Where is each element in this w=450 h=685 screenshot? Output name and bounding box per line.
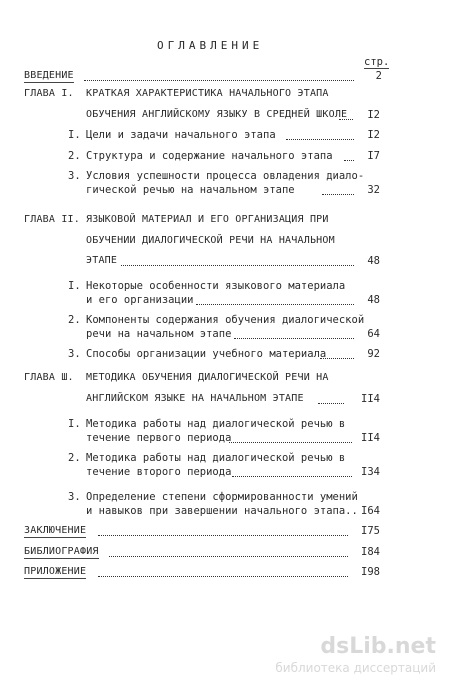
section-1-3-title-line-2: гической речью на начальном этапе bbox=[86, 184, 295, 196]
chapter-2-title-line-3: ЭТАПЕ bbox=[86, 255, 118, 266]
watermark-subtitle: библиотека диссертаций bbox=[275, 661, 436, 675]
section-3-1-title-line-1: Методика работы над диалогической речью в bbox=[86, 418, 346, 430]
section-1-2-num: 2. bbox=[68, 150, 81, 162]
section-3-1-leader bbox=[229, 442, 352, 443]
section-1-1-leader bbox=[286, 139, 354, 140]
conclusion-page: I75 bbox=[361, 525, 380, 537]
intro-page: 2 bbox=[375, 70, 382, 82]
chapter-1-title-line-1: КРАТКАЯ ХАРАКТЕРИСТИКА НАЧАЛЬНОГО ЭТАПА bbox=[86, 88, 329, 99]
section-3-3-page: I64 bbox=[361, 505, 380, 517]
section-2-2-leader bbox=[234, 338, 354, 339]
section-2-1-title-line-1: Некоторые особенности языкового материала bbox=[86, 280, 346, 292]
bibliography-label: БИБЛИОГРАФИЯ bbox=[24, 546, 99, 557]
section-2-3-page: 92 bbox=[367, 348, 380, 360]
section-2-3-leader bbox=[320, 358, 354, 359]
section-2-2-page: 64 bbox=[367, 328, 380, 340]
chapter-2-title-line-2: ОБУЧЕНИИ ДИАЛОГИЧЕСКОЙ РЕЧИ НА НАЧАЛЬНОМ bbox=[86, 235, 335, 246]
chapter-3-title-line-1: МЕТОДИКА ОБУЧЕНИЯ ДИАЛОГИЧЕСКОЙ РЕЧИ НА bbox=[86, 372, 329, 383]
page-column-header: стр. bbox=[364, 56, 390, 68]
section-2-1-title-line-2: и его организации bbox=[86, 294, 194, 306]
chapter-1-title-line-2: ОБУЧЕНИЯ АНГЛИЙСКОМУ ЯЗЫКУ В СРЕДНЕЙ ШКОЛЕ bbox=[86, 109, 348, 120]
section-1-3-page: 32 bbox=[367, 184, 380, 196]
section-3-3-title-line-2: и навыков при завершении начального этапа.. bbox=[86, 505, 358, 517]
section-3-1-page: II4 bbox=[361, 432, 380, 444]
intro-label: ВВЕДЕНИЕ bbox=[24, 70, 74, 81]
conclusion-label: ЗАКЛЮЧЕНИЕ bbox=[24, 525, 87, 536]
section-1-2-page: I7 bbox=[367, 150, 380, 162]
section-3-2-title-line-1: Методика работы над диалогической речью в bbox=[86, 452, 346, 464]
chapter-2-prefix: ГЛАВА II. bbox=[24, 214, 80, 225]
section-3-2-title-line-2: течение второго периода bbox=[86, 466, 232, 478]
appendix-leader bbox=[98, 576, 348, 577]
conclusion-leader bbox=[98, 535, 348, 536]
section-1-2-leader bbox=[344, 160, 354, 161]
chapter-2-page: 48 bbox=[367, 255, 380, 267]
section-1-1-num: I. bbox=[68, 129, 81, 141]
chapter-1-prefix: ГЛАВА I. bbox=[24, 88, 74, 99]
section-1-1-title: Цели и задачи начального этапа bbox=[86, 129, 276, 141]
chapter-2-title-line-1: ЯЗЫКОВОЙ МАТЕРИАЛ И ЕГО ОРГАНИЗАЦИЯ ПРИ bbox=[86, 214, 329, 225]
chapter-3-page: II4 bbox=[361, 393, 380, 405]
section-1-3-title-line-1: Условия успешности процесса овладения диало- bbox=[86, 170, 365, 182]
section-3-2-page: I34 bbox=[361, 466, 380, 478]
section-2-1-num: I. bbox=[68, 280, 81, 292]
toc-title: ОГЛАВЛЕНИЕ bbox=[157, 39, 264, 52]
appendix-page: I98 bbox=[361, 566, 380, 578]
chapter-1-page: I2 bbox=[367, 109, 380, 121]
section-1-3-leader bbox=[322, 194, 354, 195]
section-2-2-num: 2. bbox=[68, 314, 81, 326]
section-3-2-num: 2. bbox=[68, 452, 81, 464]
section-2-2-title-line-1: Компоненты содержания обучения диалогической bbox=[86, 314, 365, 326]
chapter-3-prefix: ГЛАВА Ш. bbox=[24, 372, 74, 383]
chapter-2-leader bbox=[121, 265, 354, 266]
section-2-3-title: Способы организации учебного материала bbox=[86, 348, 327, 360]
section-1-2-title: Структура и содержание начального этапа bbox=[86, 150, 333, 162]
section-3-2-leader bbox=[232, 476, 352, 477]
bibliography-leader bbox=[109, 556, 348, 557]
section-3-3-title-line-1: Определение степени сформированности умений bbox=[86, 491, 358, 503]
section-3-1-title-line-2: течение первого периода bbox=[86, 432, 232, 444]
section-1-3-num: 3. bbox=[68, 170, 81, 182]
appendix-label: ПРИЛОЖЕНИЕ bbox=[24, 566, 87, 577]
section-1-1-page: I2 bbox=[367, 129, 380, 141]
chapter-1-leader bbox=[339, 119, 353, 120]
section-2-2-title-line-2: речи на начальном этапе bbox=[86, 328, 232, 340]
section-3-1-num: I. bbox=[68, 418, 81, 430]
bibliography-page: I84 bbox=[361, 546, 380, 558]
section-2-1-leader bbox=[196, 304, 354, 305]
section-2-1-page: 48 bbox=[367, 294, 380, 306]
intro-leader bbox=[84, 80, 354, 81]
section-3-3-num: 3. bbox=[68, 491, 81, 503]
chapter-3-title-line-2: АНГЛИЙСКОМ ЯЗЫКЕ НА НАЧАЛЬНОМ ЭТАПЕ bbox=[86, 393, 304, 404]
section-2-3-num: 3. bbox=[68, 348, 81, 360]
chapter-3-leader bbox=[318, 403, 344, 404]
watermark-brand: dsLib.net bbox=[320, 634, 436, 659]
